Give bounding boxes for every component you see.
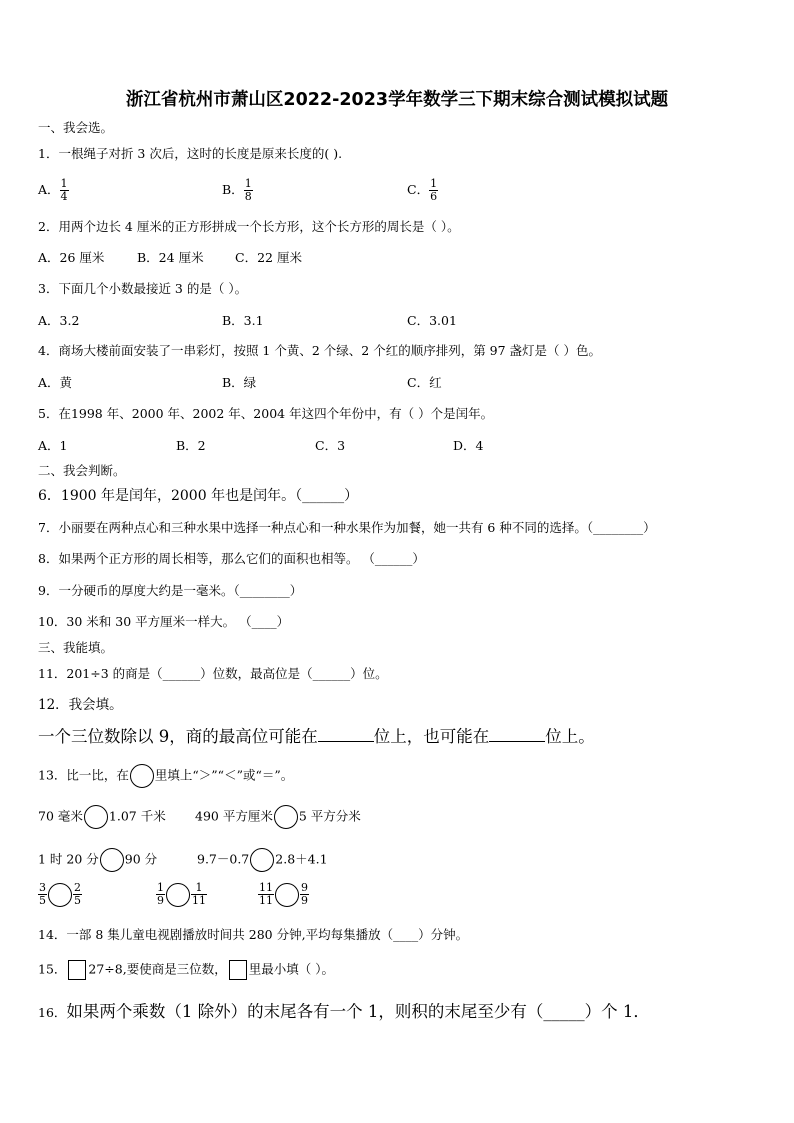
q15-text-end: 里最小填（ ）。 bbox=[248, 961, 334, 977]
answer-blank bbox=[318, 741, 374, 742]
option-b-label: B． bbox=[222, 182, 244, 197]
q16-number: 16． bbox=[38, 1005, 67, 1020]
question-3-stem: 3．下面几个小数最接近 3 的是（ ）。 bbox=[38, 281, 248, 296]
frac-numerator: 1 bbox=[157, 881, 164, 894]
question-2-option-c: C．22 厘米 bbox=[235, 250, 302, 265]
frac-numerator: 1 bbox=[430, 177, 438, 190]
q12-text-mid: 位上，也可能在 bbox=[373, 727, 490, 746]
compare-circle-icon bbox=[100, 848, 124, 872]
fraction bbox=[191, 882, 207, 907]
frac-numerator: 1 bbox=[191, 882, 207, 895]
question-7: 7．小丽要在两种点心和三种水果中选择一种点心和一种水果作为加餐，她一共有 6 种不同的选择。（________） bbox=[38, 520, 656, 535]
frac-denominator: 5 bbox=[74, 894, 81, 907]
section-heading-choice: 一、我会选。 bbox=[38, 120, 114, 135]
compare-left: 9.7－0.7 bbox=[197, 851, 250, 867]
question-12-heading: 12．我会填。 bbox=[38, 697, 123, 713]
q12-text-end: 位上。 bbox=[545, 727, 595, 746]
q13-row2-item2 bbox=[197, 848, 328, 872]
q15-text-mid: 27÷8,要使商是三位数， bbox=[88, 961, 227, 977]
q13-row1-item2 bbox=[195, 805, 361, 829]
question-16 bbox=[38, 1001, 650, 1023]
q13-row3-item2 bbox=[156, 882, 207, 907]
question-5-option-a: A．1 bbox=[38, 438, 68, 453]
frac-numerator: 2 bbox=[74, 881, 81, 894]
question-8: 8．如果两个正方形的周长相等，那么它们的面积也相等。 （______） bbox=[38, 551, 425, 566]
answer-blank bbox=[489, 741, 545, 742]
compare-circle-icon bbox=[275, 883, 299, 907]
option-c-label: C． bbox=[407, 182, 430, 197]
frac-numerator: 3 bbox=[39, 881, 46, 894]
frac-numerator: 9 bbox=[301, 881, 308, 894]
compare-right: 2.8＋4.1 bbox=[275, 851, 328, 867]
frac-denominator: 11 bbox=[259, 894, 273, 907]
compare-circle-icon bbox=[250, 848, 274, 872]
q13-text-start: 13．比一比，在 bbox=[38, 767, 129, 783]
fraction bbox=[258, 882, 274, 907]
compare-circle-icon bbox=[84, 805, 108, 829]
compare-left: 490 平方厘米 bbox=[195, 808, 273, 824]
question-1-option-b bbox=[222, 178, 253, 203]
q13-row3-item1 bbox=[38, 882, 82, 907]
compare-circle-icon bbox=[48, 883, 72, 907]
question-5-option-b: B．2 bbox=[176, 438, 206, 453]
q13-text-end: 里填上“＞”“＜”或“＝”。 bbox=[154, 767, 294, 783]
fraction bbox=[156, 882, 165, 907]
question-9: 9．一分硬币的厚度大约是一毫米。（________） bbox=[38, 583, 303, 598]
question-1-option-a bbox=[38, 178, 69, 203]
question-5-option-d: D．4 bbox=[453, 438, 484, 453]
frac-denominator: 5 bbox=[39, 894, 46, 907]
question-5-option-c: C．3 bbox=[315, 438, 346, 453]
page-title: 浙江省杭州市萧山区2022-2023学年数学三下期末综合测试模拟试题 bbox=[125, 90, 669, 110]
frac-denominator: 4 bbox=[60, 190, 68, 203]
question-12-body bbox=[38, 726, 595, 748]
digit-box-icon bbox=[68, 960, 86, 980]
q13-row2-item1 bbox=[38, 848, 157, 872]
question-13-heading bbox=[38, 764, 293, 788]
question-4-option-a: A．黄 bbox=[38, 375, 73, 390]
question-2-option-a: A．26 厘米 bbox=[38, 250, 105, 265]
question-4-option-c: C．红 bbox=[407, 375, 442, 390]
compare-circle-icon bbox=[274, 805, 298, 829]
digit-box-icon bbox=[229, 960, 247, 980]
question-1-option-c bbox=[407, 178, 438, 203]
q13-row3-item3 bbox=[258, 882, 309, 907]
fraction bbox=[73, 882, 82, 907]
q13-row1-item1 bbox=[38, 805, 166, 829]
question-15 bbox=[38, 960, 334, 980]
frac-numerator: 1 bbox=[244, 177, 252, 190]
question-2-option-b: B．24 厘米 bbox=[137, 250, 204, 265]
section-heading-fill: 三、我能填。 bbox=[38, 640, 114, 655]
compare-left: 70 毫米 bbox=[38, 808, 83, 824]
question-14: 14．一部 8 集儿童电视剧播放时间共 280 分钟,平均每集播放（____）分钟。 bbox=[38, 927, 469, 942]
question-1-stem: 1．一根绳子对折 3 次后，这时的长度是原来长度的( ). bbox=[38, 146, 343, 161]
fraction-one-sixth bbox=[429, 178, 438, 203]
frac-denominator: 11 bbox=[192, 894, 206, 907]
frac-denominator: 9 bbox=[301, 894, 308, 907]
q16-text: 如果两个乘数（1 除外）的末尾各有一个 1，则积的末尾至少有（_____）个 1． bbox=[66, 1002, 650, 1021]
question-10: 10．30 米和 30 平方厘米一样大。 （____） bbox=[38, 614, 290, 629]
question-2-stem: 2．用两个边长 4 厘米的正方形拼成一个长方形，这个长方形的周长是（ ）。 bbox=[38, 219, 460, 234]
question-11: 11．201÷3 的商是（______）位数，最高位是（______）位。 bbox=[38, 666, 388, 681]
question-6: 6．1900 年是闰年，2000 年也是闰年。（______） bbox=[38, 488, 359, 504]
frac-numerator: 11 bbox=[259, 881, 273, 894]
section-heading-judge: 二、我会判断。 bbox=[38, 463, 126, 478]
question-3-option-b: B．3.1 bbox=[222, 313, 264, 328]
frac-numerator: 1 bbox=[60, 177, 68, 190]
question-3-option-c: C．3.01 bbox=[407, 313, 457, 328]
question-4-option-b: B．绿 bbox=[222, 375, 257, 390]
fraction-one-eighth bbox=[244, 178, 253, 203]
question-4-stem: 4．商场大楼前面安装了一串彩灯，按照 1 个黄、2 个绿、2 个红的顺序排列，第 97 盏灯是（ ）色。 bbox=[38, 343, 602, 358]
q12-text-start: 一个三位数除以 9，商的最高位可能在 bbox=[38, 727, 318, 746]
compare-circle-icon bbox=[130, 764, 154, 788]
frac-denominator: 8 bbox=[244, 190, 252, 203]
option-a-label: A． bbox=[38, 182, 60, 197]
compare-left: 1 时 20 分 bbox=[38, 851, 99, 867]
question-3-option-a: A．3.2 bbox=[38, 313, 80, 328]
compare-right: 1.07 千米 bbox=[108, 808, 166, 824]
compare-right: 5 平方分米 bbox=[298, 808, 361, 824]
frac-denominator: 9 bbox=[157, 894, 164, 907]
frac-denominator: 6 bbox=[430, 190, 438, 203]
question-5-stem: 5．在1998 年、2000 年、2002 年、2004 年这四个年份中，有（ ）个是闰年。 bbox=[38, 406, 494, 421]
compare-circle-icon bbox=[166, 883, 190, 907]
fraction bbox=[300, 882, 309, 907]
fraction-one-quarter bbox=[60, 178, 69, 203]
q15-number: 15． bbox=[38, 961, 67, 977]
fraction bbox=[38, 882, 47, 907]
compare-right: 90 分 bbox=[124, 851, 158, 867]
